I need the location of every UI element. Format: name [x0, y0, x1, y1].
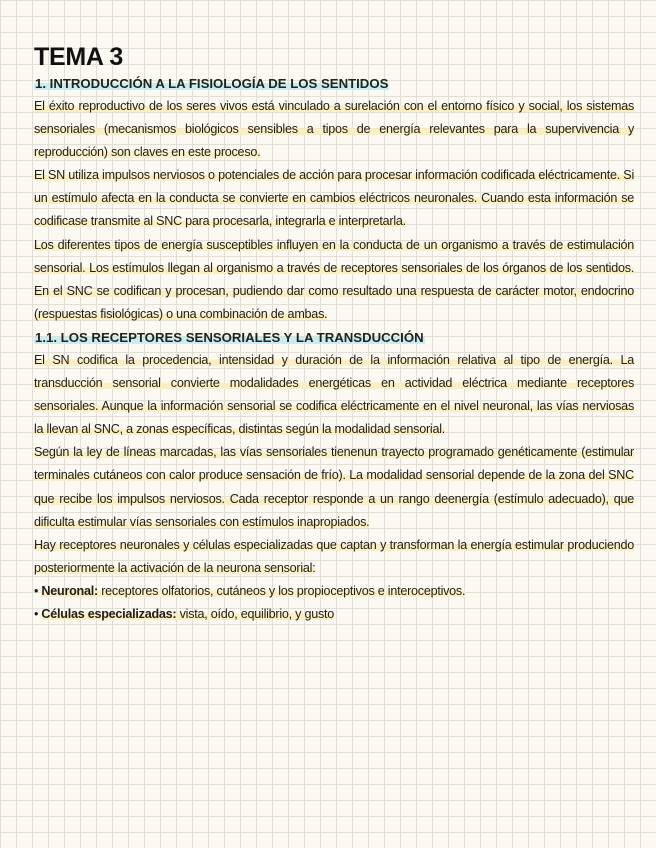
bullet-item-specialized-cells — [34, 603, 634, 626]
paragraph-text: Hay receptores neuronales y células especializadas que captan y transforman la energía estimular produciendo posteriormente la activación de la neurona sensorial: — [34, 537, 634, 575]
bullet-lead: Células especializadas: — [41, 606, 177, 621]
paragraph — [34, 349, 634, 441]
section-heading-receptors — [34, 326, 634, 349]
bullet-lead: Neuronal: — [41, 583, 98, 598]
bullet-marker: • — [34, 583, 42, 598]
paragraph — [34, 95, 634, 164]
bullet-highlight — [41, 607, 334, 621]
bullet-item-neuronal — [34, 580, 634, 603]
paragraph-text: El SN utiliza impulsos nerviosos o potenciales de acción para procesar información codificada eléctricamente. Si un estímulo afecta en la conducta se convierte en cambios eléctricos neuronales. Cuando esta información se codificase transmite al SNC para procesarla, integrarla e interpretarla. — [34, 168, 634, 229]
bullet-highlight — [41, 584, 465, 598]
notes-page — [34, 44, 634, 626]
paragraph-text: El éxito reproductivo de los seres vivos está vinculado a surelación con el entorno físico y social, los sistemas sensoriales (mecanismos biológicos sensibles a tipos de energía relevantes para la supervivencia y reproducción) son claves en este proceso. — [34, 99, 634, 160]
bullet-marker: • — [34, 606, 42, 621]
section-heading-introduction — [34, 72, 634, 95]
section-heading-text: 1. INTRODUCCIÓN A LA FISIOLOGÍA DE LOS SENTIDOS — [35, 76, 389, 91]
paragraph-text: El SN codifica la procedencia, intensidad y duración de la información relativa al tipo de energía. La transducción sensorial convierte modalidades energéticas en actividad eléctrica mediante receptores sensoriales. Aunque la información sensorial se codifica eléctricamente en el nivel neuronal, las vías nerviosas la llevan al SNC, a zonas específicas, distintas según la modalidad sensorial. — [34, 352, 634, 437]
paragraph — [34, 234, 634, 326]
section-heading-text: 1.1. LOS RECEPTORES SENSORIALES Y LA TRANSDUCCIÓN — [35, 329, 424, 345]
bullet-text: vista, oído, equilibrio, y gusto — [176, 606, 335, 621]
paragraph — [34, 534, 634, 580]
paragraph — [34, 164, 634, 233]
bullet-text: receptores olfatorios, cutáneos y los propioceptivos e interoceptivos. — [97, 583, 466, 598]
paragraph — [34, 441, 634, 533]
page-title: TEMA 3 — [34, 43, 123, 71]
paragraph-text: Según la ley de líneas marcadas, las vías sensoriales tienenun trayecto programado genéticamente (estimular terminales cutáneos con calor produce sensación de frío). La modalidad sensorial depende de la zona del SNC que recibe los impulsos nerviosos. Cada receptor responde a un rango deenergía (estímulo adecuado), que dificulta estimular vías sensoriales con estímulos inapropiados. — [34, 445, 634, 529]
paragraph-text: Los diferentes tipos de energía susceptibles influyen en la conducta de un organismo a través de estimulación sensorial. Los estímulos llegan al organismo a través de receptores sensoriales de los órganos de los sentidos. En el SNC se codifican y procesan, pudiendo dar como resultado una respuesta de carácter motor, endocrino (respuestas fisiológicas) o una combinación de ambas. — [34, 237, 634, 321]
